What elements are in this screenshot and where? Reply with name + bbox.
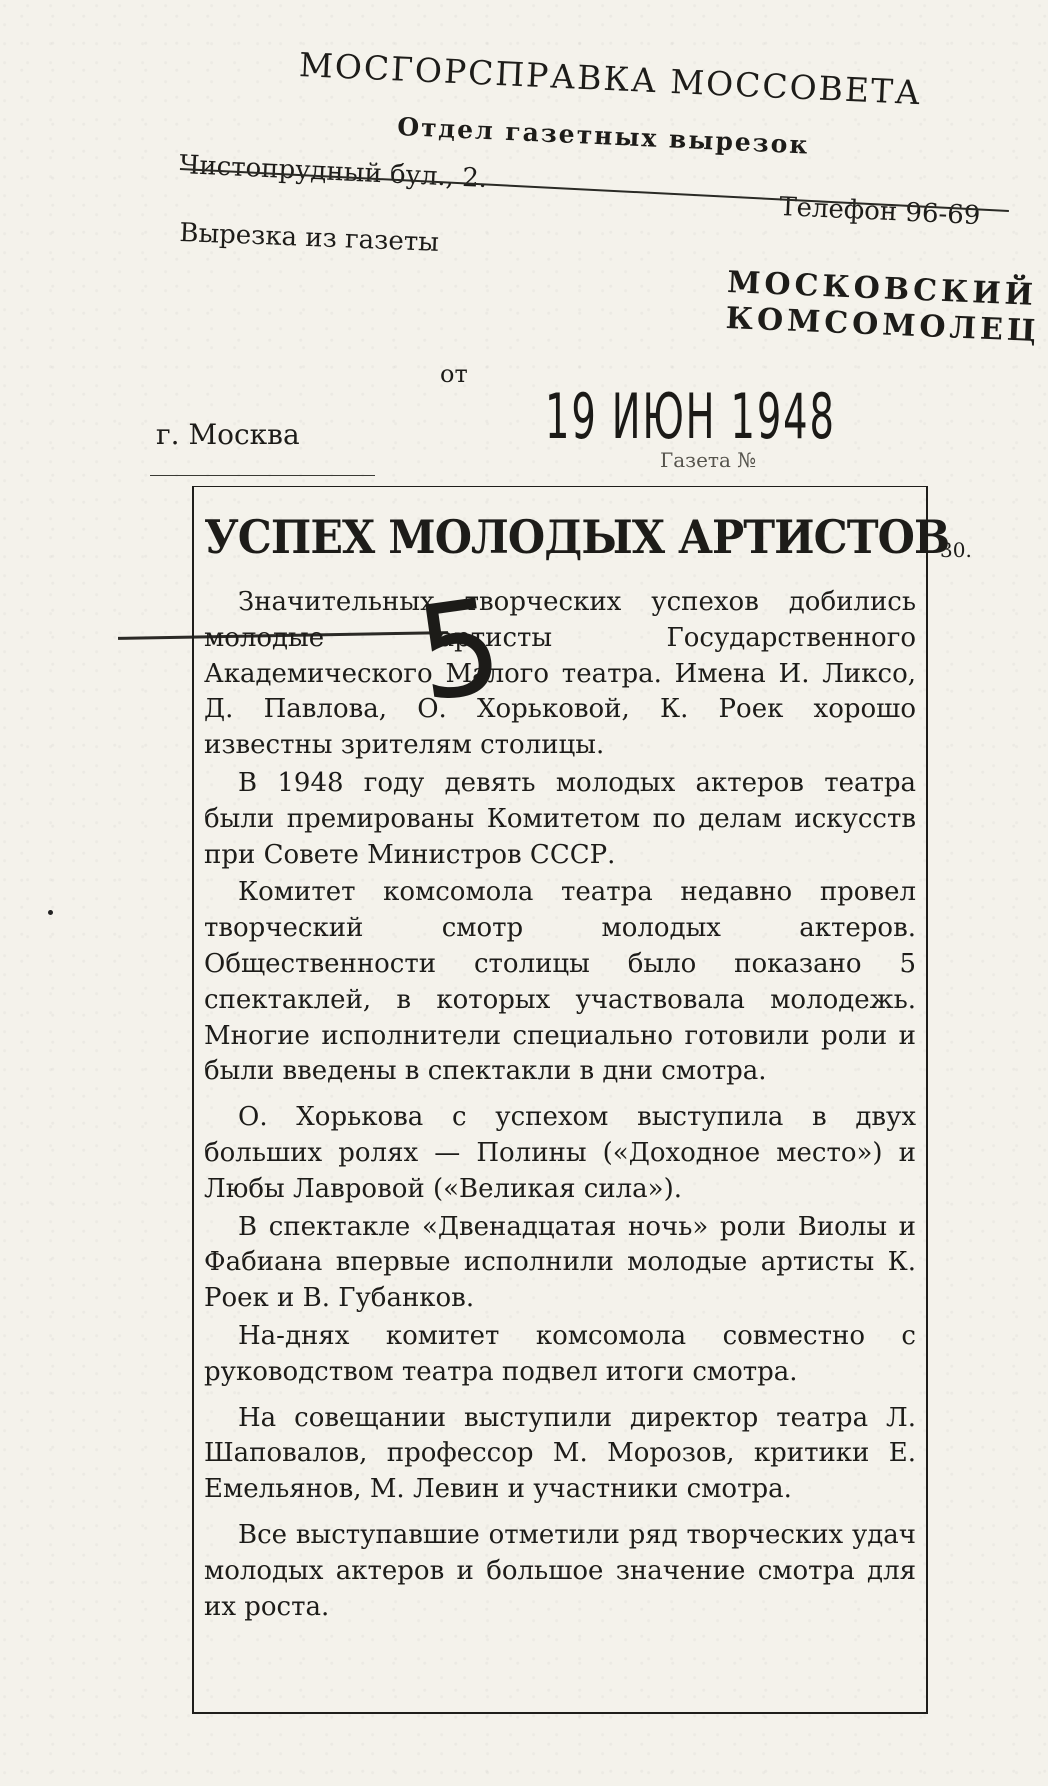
article-paragraph: В спектакле «Двенадцатая ночь» роли Виолы и Фабиана впервые исполнили молодые артисты К. Роек и В. Губанков. (204, 1211, 916, 1314)
header-divider (180, 168, 1009, 212)
article-paragraph: В 1948 году девять молодых актеров театра были премированы Комитетом по делам искусств при Совете Министров СССР. (204, 767, 916, 870)
clipping-label: Вырезка из газеты (178, 218, 440, 258)
stamp-subtext: Газета № (660, 448, 757, 472)
ink-dot (48, 910, 53, 915)
article-paragraph: Комитет комсомола театра недавно провел творческий смотр молодых актеров. Общественности столицы было показано 5 спектаклей, в которых участвовала молодежь. Многие исполнители специально готовили роли и были введены в спектакли в дни смотра. (204, 877, 916, 1087)
article-title: УСПЕХ МОЛОДЫХ АРТИСТОВ (204, 510, 950, 564)
city-underline (150, 475, 375, 476)
handwritten-number: 5 (407, 568, 511, 732)
article-paragraph: Значительных творческих успехов добились молодые артисты Государственного Академического Малого театра. Имена И. Ликсо, Д. Павлова, О. Хорьковой, К. Роек хорошо известны зрителям столицы. (204, 587, 916, 761)
date-stamp: 19 ИЮН 1948 (545, 380, 836, 453)
article-paragraph: На-днях комитет комсомола совместно с руководством театра подвел итоги смотра. (204, 1320, 916, 1387)
newspaper-name: МОСКОВСКИЙ КОМСОМОЛЕЦ (725, 265, 1041, 350)
city-label: г. Москва (156, 418, 300, 451)
article-paragraph: О. Хорькова с успехом выступила в двух больших ролях — Полины («Доходное место») и Любы Лавровой («Великая сила»). (204, 1102, 916, 1204)
agency-name: МОСГОРСПРАВКА МОССОВЕТА (298, 45, 923, 113)
side-page-number: 30. (940, 538, 972, 562)
article-paragraph: На совещании выступили директор театра Л. Шаповалов, профессор М. Морозов, критики Е. Емельянов, М. Левин и участники смотра. (204, 1402, 916, 1505)
agency-phone: Телефон 96-69 (778, 192, 981, 232)
date-prefix: от (440, 360, 468, 388)
agency-address: Чистопрудный бул., 2. (178, 150, 488, 194)
article-paragraph: Все выступавшие отметили ряд творческих удач молодых актеров и большое значение смотра для их роста. (204, 1519, 916, 1622)
department-name: Отдел газетных вырезок (396, 112, 811, 160)
article-body (204, 585, 916, 1635)
